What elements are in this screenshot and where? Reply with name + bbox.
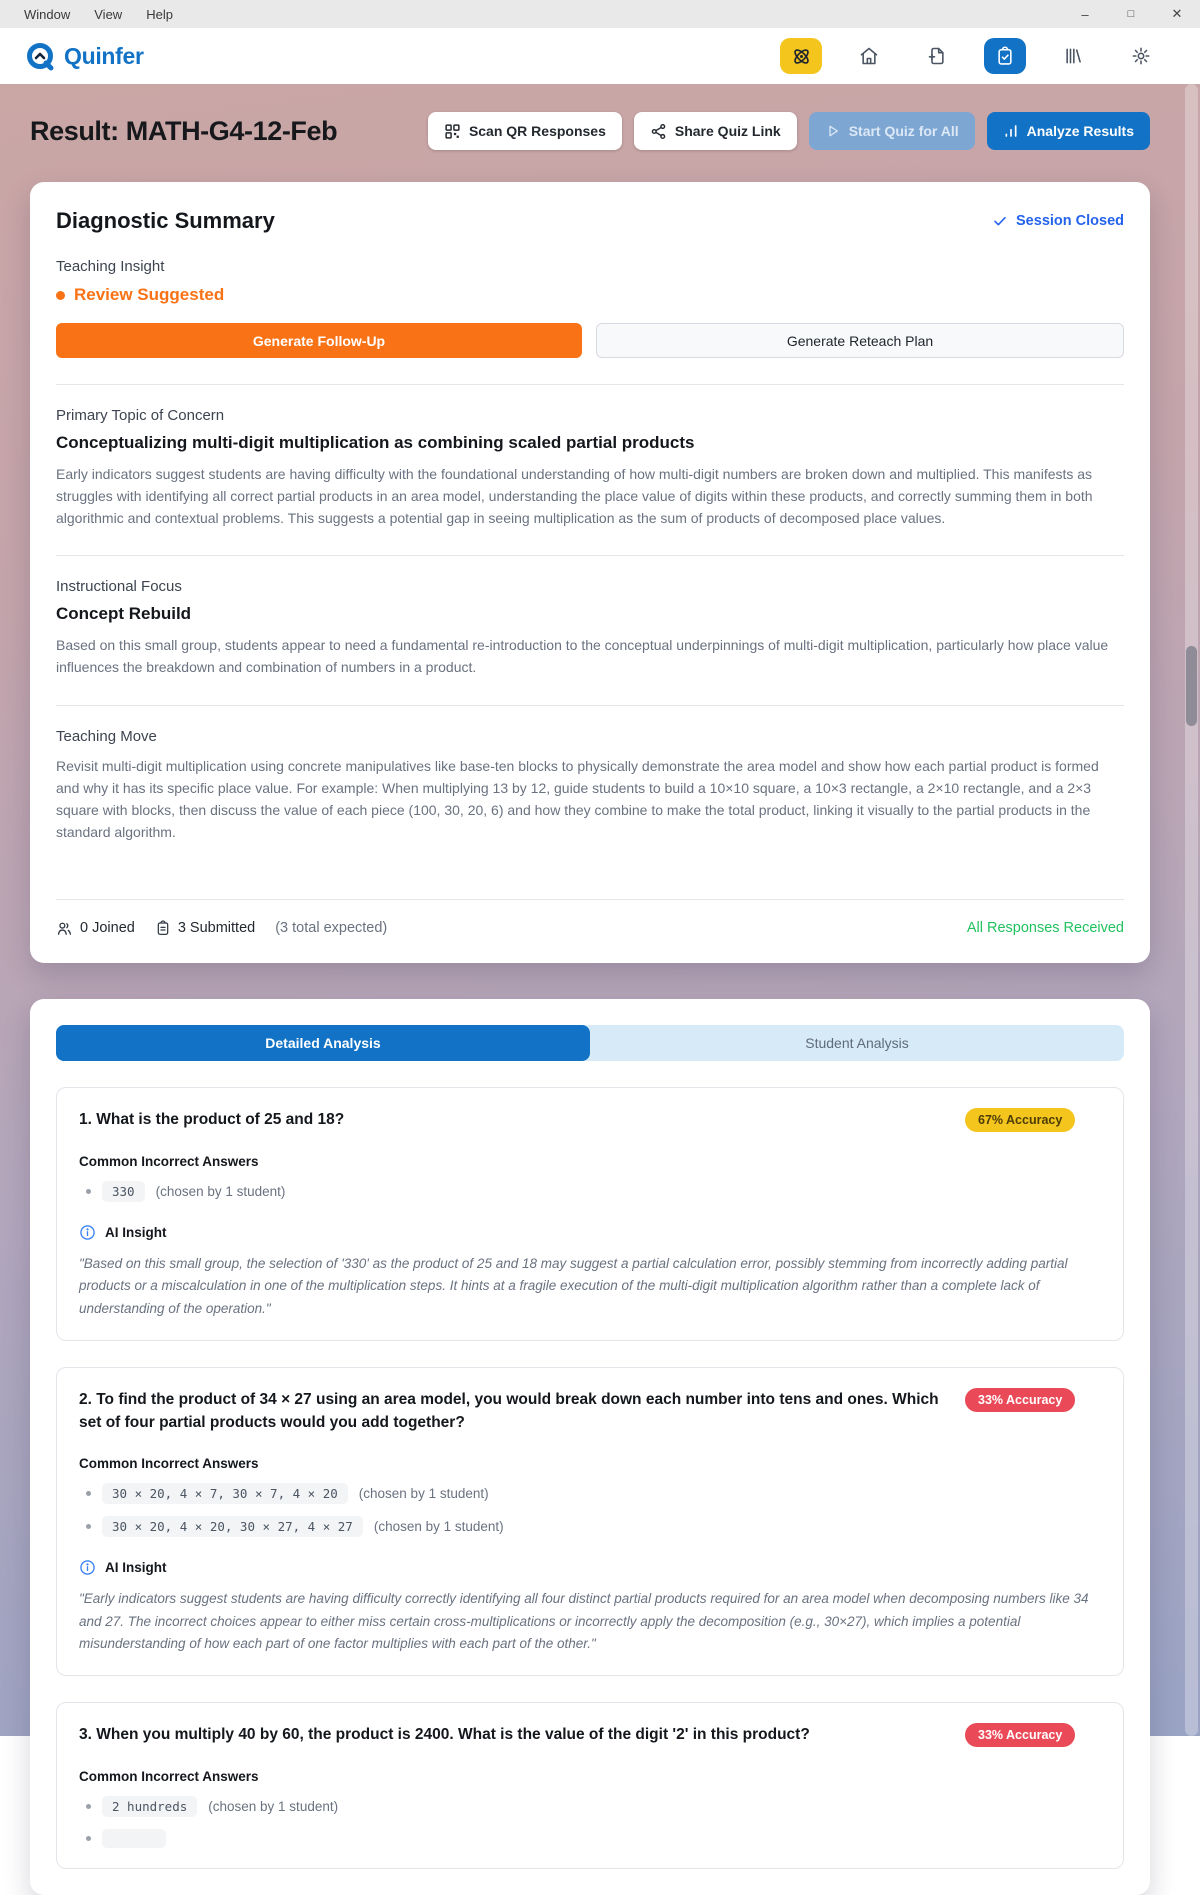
- ai-insight-label: AI Insight: [105, 1560, 167, 1576]
- expected-note: (3 total expected): [275, 920, 388, 937]
- ai-insight-text: "Early indicators suggest students are having difficulty correctly identifying all four distinct partial products required for an area model when decomposing numbers like 34 and 27. The incorrect choices appear to either miss certain cross-multiplications or incorrectly apply the decomposition (e.g., 30×27), which implies a potential misunderstanding of how each part of one factor multiplies with each part of the other.": [79, 1591, 1089, 1651]
- home-icon[interactable]: [848, 38, 890, 74]
- joined-stat: [56, 920, 135, 937]
- minimize-button[interactable]: –: [1081, 6, 1089, 22]
- file-plus-icon[interactable]: [916, 38, 958, 74]
- app-nav: [780, 38, 1174, 74]
- session-status-label: Session Closed: [1016, 213, 1124, 229]
- brand-logo[interactable]: [26, 42, 144, 71]
- settings-gear-icon[interactable]: [1120, 38, 1162, 74]
- answer-chip-partial: [102, 1829, 166, 1848]
- incorrect-answer-row: [79, 1483, 1101, 1504]
- responses-status: All Responses Received: [966, 920, 1124, 937]
- share-icon: [650, 123, 667, 140]
- bullet-icon: [86, 1491, 91, 1496]
- question-card-3: [56, 1702, 1124, 1869]
- check-icon: [992, 213, 1008, 229]
- focus-title: Concept Rebuild: [56, 604, 192, 624]
- tab-detailed-analysis[interactable]: Detailed Analysis: [56, 1025, 590, 1061]
- incorrect-answers-label: Common Incorrect Answers: [79, 1769, 259, 1785]
- bullet-icon: [86, 1836, 91, 1841]
- start-quiz-for-all-button[interactable]: [809, 112, 975, 150]
- instructional-focus-section: [56, 578, 1124, 678]
- focus-body: Based on this small group, students appear to need a fundamental re-introduction to the conceptual underpinnings of multi-digit multiplication, particularly how place value influences the breakdown and combination of numbers in a product.: [56, 637, 1109, 676]
- incorrect-answers-label: Common Incorrect Answers: [79, 1456, 259, 1472]
- bar-chart-icon: [1003, 123, 1019, 139]
- page-content: [0, 84, 1200, 1815]
- scan-qr-label: Scan QR Responses: [468, 123, 606, 139]
- incorrect-answers-label: Common Incorrect Answers: [79, 1153, 259, 1169]
- submitted-label: 3 Submitted: [177, 920, 256, 937]
- menu-view[interactable]: View: [94, 6, 123, 22]
- question-title: 3. When you multiply 40 by 60, the product is 2400. What is the value of the digit '2' in this product?: [79, 1726, 810, 1744]
- ai-insight-text: "Based on this small group, the selection of '330' as the product of 25 and 18 may suggest a partial calculation error, possibly stemming from incorrectly adding partial products or a miscalculation in one of the multiplication steps. It hints at a fragile execution of the multi-digit multiplication algorithm rather than a complete lack of understanding of the operation.": [79, 1255, 1068, 1316]
- generate-followup-button[interactable]: Generate Follow-Up: [56, 323, 582, 358]
- teaching-insight-label: Teaching Insight: [56, 258, 165, 275]
- analyze-results-label: Analyze Results: [1026, 123, 1134, 139]
- session-status: [992, 213, 1124, 229]
- answer-chip: 330: [102, 1181, 145, 1202]
- accuracy-badge: 33% Accuracy: [965, 1388, 1075, 1412]
- question-title: 2. To find the product of 34 × 27 using an area model, you would break down each number into tens and ones. Which set of four partial products would you add together?: [79, 1390, 939, 1432]
- move-body: Revisit multi-digit multiplication using concrete manipulatives like base-ten blocks to physically demonstrate the area model and show how each partial product is formed and why it has its specific place value. For example: When multiplying 13 by 12, guide students to build a 10×10 square, a 10×3 rectangle, a 2×10 rectangle, and a 2×3 square with blocks, then discuss the value of each piece (100, 30, 20, 6) and how they combine to make the total product, linking it visually to the partial products in the standard algorithm.: [56, 757, 1099, 840]
- share-quiz-link-button[interactable]: [634, 112, 797, 150]
- page-actions: [428, 112, 1150, 150]
- qr-code-icon: [444, 123, 461, 140]
- share-quiz-label: Share Quiz Link: [674, 123, 781, 139]
- start-quiz-label: Start Quiz for All: [848, 123, 959, 139]
- analyze-results-button[interactable]: [987, 112, 1150, 150]
- generate-reteach-button[interactable]: Generate Reteach Plan: [596, 323, 1124, 358]
- app-header: [0, 28, 1200, 84]
- menu-help[interactable]: Help: [146, 6, 173, 22]
- diagnostic-summary-card: [30, 182, 1150, 963]
- tab-student-analysis[interactable]: Student Analysis: [805, 1034, 909, 1051]
- page-title: Result: MATH-G4-12-Feb: [30, 115, 338, 146]
- page-head: [30, 112, 1150, 150]
- window-titlebar: [0, 0, 1200, 28]
- bullet-icon: [86, 1804, 91, 1809]
- joined-label: 0 Joined: [80, 920, 135, 937]
- bullet-icon: [86, 1524, 91, 1529]
- analysis-tabs: [56, 1025, 1124, 1061]
- primary-topic-label: Primary Topic of Concern: [56, 407, 225, 424]
- question-card-1: [56, 1087, 1124, 1341]
- quinfer-logo-icon: [26, 42, 55, 71]
- ai-insight-label: AI Insight: [105, 1224, 167, 1240]
- answer-chip: 30 × 20, 4 × 20, 30 × 27, 4 × 27: [102, 1516, 363, 1537]
- library-icon[interactable]: [1052, 38, 1094, 74]
- answer-note: (chosen by 1 student): [155, 1183, 286, 1199]
- close-button[interactable]: ✕: [1171, 6, 1183, 21]
- analysis-card: [30, 999, 1150, 1895]
- brand-name: Quinfer: [64, 42, 144, 69]
- teaching-move-section: [56, 728, 1124, 843]
- status-dot: [56, 291, 65, 300]
- move-label: Teaching Move: [56, 727, 157, 745]
- focus-label: Instructional Focus: [56, 578, 182, 596]
- scrollbar-thumb[interactable]: [1186, 646, 1197, 726]
- answer-note: (chosen by 1 student): [373, 1519, 504, 1535]
- summary-title: Diagnostic Summary: [56, 208, 275, 233]
- incorrect-answer-row: [79, 1796, 1101, 1817]
- clipboard-icon: [155, 920, 171, 936]
- answer-chip: 30 × 20, 4 × 7, 30 × 7, 4 × 20: [102, 1483, 348, 1504]
- insight-status: [56, 285, 1124, 305]
- primary-topic-section: [56, 407, 1124, 529]
- accuracy-badge: 67% Accuracy: [965, 1108, 1075, 1132]
- incorrect-answer-row: [79, 1829, 1101, 1848]
- incorrect-answer-row: [79, 1516, 1101, 1537]
- users-icon: [56, 920, 73, 937]
- info-icon: [79, 1224, 96, 1241]
- maximize-button[interactable]: □: [1127, 8, 1135, 20]
- accuracy-badge: 33% Accuracy: [965, 1723, 1075, 1747]
- submitted-stat: [155, 920, 255, 936]
- insight-status-label: Review Suggested: [74, 285, 225, 304]
- menu-window[interactable]: Window: [24, 6, 71, 22]
- info-icon: [79, 1559, 96, 1576]
- atom-scan-icon[interactable]: [780, 38, 822, 74]
- clipboard-check-icon[interactable]: [984, 38, 1026, 74]
- primary-topic-body: Early indicators suggest students are having difficulty with the foundational understanding of how multi-digit numbers are broken down and multiplied. This manifests as struggles with identifying all correct partial products in an area model, understanding the place value of digits within these products, and correctly summing them in both algorithmic and contextual problems. This suggests a potential gap in seeing multiplication as the sum of products of decomposed place values.: [56, 466, 1093, 527]
- session-stats: [56, 900, 1124, 937]
- incorrect-answer-row: [79, 1181, 1101, 1202]
- bullet-icon: [86, 1189, 91, 1194]
- primary-topic-title: Conceptualizing multi-digit multiplication as combining scaled partial products: [56, 433, 695, 452]
- window-controls: [1062, 6, 1200, 22]
- scrollbar-track[interactable]: [1185, 84, 1198, 1736]
- answer-note: (chosen by 1 student): [358, 1486, 489, 1502]
- answer-note: (chosen by 1 student): [208, 1799, 339, 1815]
- play-icon: [825, 123, 841, 139]
- question-title: 1. What is the product of 25 and 18?: [79, 1110, 345, 1128]
- answer-chip: 2 hundreds: [102, 1796, 197, 1817]
- question-card-2: [56, 1367, 1124, 1676]
- scan-qr-responses-button[interactable]: [428, 112, 622, 150]
